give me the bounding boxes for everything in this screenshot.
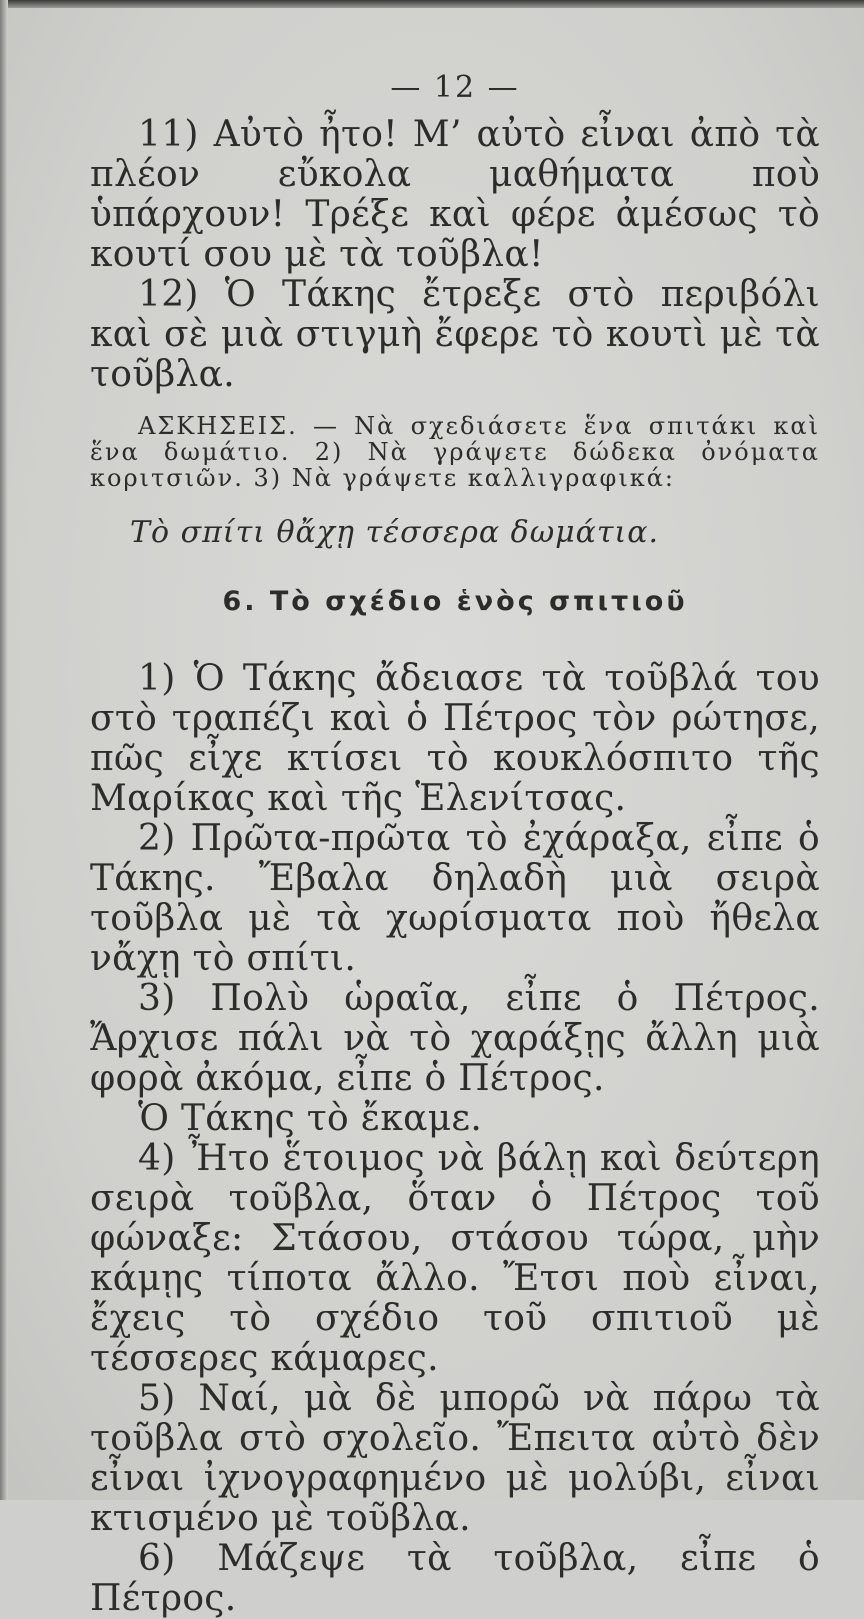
- page-number: — 12 —: [390, 70, 520, 105]
- paragraph-3b: Ὁ Τάκης τὸ ἔκαμε.: [138, 1098, 483, 1139]
- paragraph-2: 2) Πρῶτα-πρῶτα τὸ ἐχάραξα, εἶπε ὁ Τάκης. Ἔβαλα δηλαδὴ μιὰ σειρὰ τοῦβλα μὲ τὰ χωρίσματα ποὺ ἤθελα νἄχῃ τὸ σπίτι.: [90, 818, 820, 979]
- section-heading: 6. Τὸ σχέδιο ἑνὸς σπιτιοῦ: [222, 586, 688, 617]
- exercises-text: ΑΣΚΗΣΕΙΣ. — Νὰ σχεδιάσετε ἕνα σπιτάκι καὶ ἕνα δωμάτιο. 2) Νὰ γράψετε δώδεκα ὀνόματα κοριτσιῶν. 3) Νὰ γράψετε καλλιγραφικά:: [90, 412, 820, 492]
- calligraphy-line: Τὸ σπίτι θἄχῃ τέσσερα δωμάτια.: [130, 515, 660, 550]
- paragraph-5: 5) Ναί, μὰ δὲ μπορῶ νὰ πάρω τὰ τοῦβλα στὸ σχολεῖο. Ἔπειτα αὐτὸ δὲν εἶναι ἰχνογραφημένο μὲ μολύβι, εἶναι κτισμένο μὲ τοῦβλα.: [90, 1378, 820, 1539]
- paragraph-6: 6) Μάζεψε τὰ τοῦβλα, εἶπε ὁ Πέτρος.: [90, 1538, 820, 1619]
- paragraph-4: 4) Ἦτο ἕτοιμος νὰ βάλῃ καὶ δεύτερη σειρὰ τοῦβλα, ὅταν ὁ Πέτρος τοῦ φώναξε: Στάσου, στάσου τώρα, μὴν κάμῃς τίποτα ἄλλο. Ἔτσι ποὺ εἶναι, ἔχεις τὸ σχέδιο τοῦ σπιτιοῦ μὲ τέσσερες κάμαρες.: [90, 1138, 820, 1379]
- paragraph-11: 11) Αὐτὸ ἦτο! Μ’ αὐτὸ εἶναι ἀπὸ τὰ πλέον εὔκολα μαθήματα ποὺ ὑπάρχουν! Τρέξε καὶ φέρε ἀμέσως τὸ κουτί σου μὲ τὰ τοῦβλα!: [90, 114, 820, 275]
- text-column: [90, 70, 820, 1619]
- page-top-edge: [0, 0, 864, 8]
- paragraph-3: 3) Πολὺ ὡραῖα, εἶπε ὁ Πέτρος. Ἄρχισε πάλι νὰ τὸ χαράξῃς ἄλλη μιὰ φορὰ ἀκόμα, εἶπε ὁ Πέτρος.: [90, 978, 820, 1099]
- paragraph-12: 12) Ὁ Τάκης ἔτρεξε στὸ περιβόλι καὶ σὲ μιὰ στιγμὴ ἔφερε τὸ κουτὶ μὲ τὰ τοῦβλα.: [90, 274, 820, 395]
- page-left-edge: [0, 0, 8, 1500]
- paragraph-1: 1) Ὁ Τάκης ἄδειασε τὰ τοῦβλά του στὸ τραπέζι καὶ ὁ Πέτρος τὸν ρώτησε, πῶς εἶχε κτίσει τὸ κουκλόσπιτο τῆς Μαρίκας καὶ τῆς Ἑλενίτσας.: [90, 658, 820, 819]
